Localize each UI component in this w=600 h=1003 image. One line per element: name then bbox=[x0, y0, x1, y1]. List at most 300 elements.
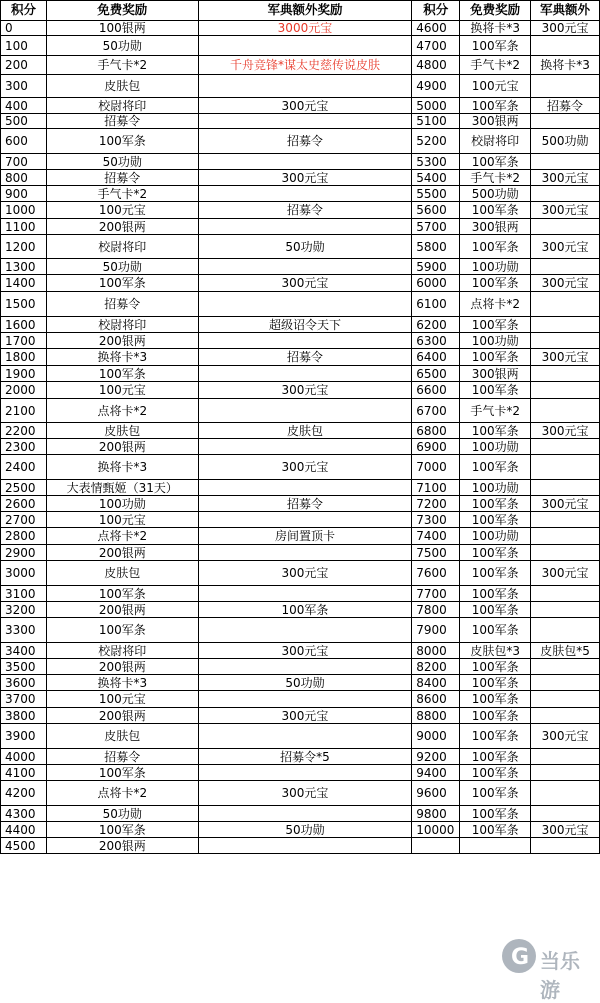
table-row bbox=[1, 602, 600, 618]
cell-extra-reward: 千舟竞锋*谋太史慈传说皮肤 bbox=[198, 56, 412, 75]
cell-points: 1400 bbox=[1, 275, 47, 292]
cell-points: 7100 bbox=[412, 480, 460, 496]
site-watermark bbox=[498, 933, 594, 1002]
cell-extra-reward: 300元宝 bbox=[531, 822, 600, 838]
cell-extra-reward: 500功勋 bbox=[531, 129, 600, 154]
cell-points: 600 bbox=[1, 129, 47, 154]
cell-free-reward: 100军条 bbox=[460, 675, 531, 691]
cell-free-reward: 50功勋 bbox=[46, 154, 198, 170]
cell-free-reward: 100功勋 bbox=[460, 439, 531, 455]
cell-free-reward: 100军条 bbox=[460, 349, 531, 366]
cell-free-reward: 换将卡*3 bbox=[46, 455, 198, 480]
cell-extra-reward bbox=[198, 154, 412, 170]
cell-points: 2800 bbox=[1, 528, 47, 545]
cell-free-reward: 200银两 bbox=[46, 545, 198, 561]
cell-free-reward: 皮肤包 bbox=[46, 75, 198, 98]
table-row bbox=[1, 455, 600, 480]
cell-extra-reward: 300元宝 bbox=[198, 708, 412, 724]
cell-points: 4000 bbox=[1, 749, 47, 765]
cell-extra-reward bbox=[198, 219, 412, 235]
cell-extra-reward bbox=[198, 259, 412, 275]
cell-free-reward: 手气卡*2 bbox=[460, 399, 531, 423]
header-points: 积分 bbox=[1, 1, 47, 21]
cell-extra-reward bbox=[531, 618, 600, 643]
cell-free-reward: 100军条 bbox=[46, 366, 198, 382]
table-row bbox=[1, 586, 600, 602]
cell-points: 6900 bbox=[412, 439, 460, 455]
cell-extra-reward bbox=[531, 219, 600, 235]
cell-extra-reward: 300元宝 bbox=[531, 170, 600, 186]
cell-points: 1000 bbox=[1, 202, 47, 219]
cell-extra-reward: 招募令*5 bbox=[198, 749, 412, 765]
cell-points: 5000 bbox=[412, 98, 460, 114]
header-extra-reward: 军典额外奖励 bbox=[198, 1, 412, 21]
cell-extra-reward bbox=[531, 545, 600, 561]
header-free-reward: 免费奖励 bbox=[46, 1, 198, 21]
table-row bbox=[1, 545, 600, 561]
cell-free-reward: 100军条 bbox=[460, 724, 531, 749]
cell-free-reward: 100军条 bbox=[460, 36, 531, 56]
cell-points: 2500 bbox=[1, 480, 47, 496]
table-row bbox=[1, 765, 600, 781]
cell-extra-reward bbox=[198, 545, 412, 561]
cell-points: 3400 bbox=[1, 643, 47, 659]
cell-free-reward: 100功勋 bbox=[460, 528, 531, 545]
cell-extra-reward bbox=[198, 765, 412, 781]
cell-free-reward: 500功勋 bbox=[460, 186, 531, 202]
cell-points: 3300 bbox=[1, 618, 47, 643]
cell-free-reward: 100军条 bbox=[460, 455, 531, 480]
cell-points: 7500 bbox=[412, 545, 460, 561]
cell-points bbox=[412, 838, 460, 854]
cell-extra-reward bbox=[198, 724, 412, 749]
table-row bbox=[1, 749, 600, 765]
cell-free-reward: 100军条 bbox=[460, 317, 531, 333]
cell-free-reward: 50功勋 bbox=[46, 806, 198, 822]
cell-points: 6200 bbox=[412, 317, 460, 333]
cell-free-reward: 100元宝 bbox=[460, 75, 531, 98]
cell-points: 1100 bbox=[1, 219, 47, 235]
table-row bbox=[1, 98, 600, 114]
cell-extra-reward: 300元宝 bbox=[531, 202, 600, 219]
cell-extra-reward: 300元宝 bbox=[531, 349, 600, 366]
cell-free-reward: 100军条 bbox=[460, 235, 531, 259]
table-row bbox=[1, 349, 600, 366]
table-row bbox=[1, 259, 600, 275]
cell-extra-reward bbox=[198, 439, 412, 455]
cell-free-reward: 300银两 bbox=[460, 114, 531, 129]
table-row bbox=[1, 114, 600, 129]
cell-points: 9800 bbox=[412, 806, 460, 822]
table-row bbox=[1, 399, 600, 423]
cell-free-reward: 点将卡*2 bbox=[46, 781, 198, 806]
cell-free-reward: 招募令 bbox=[46, 749, 198, 765]
cell-extra-reward bbox=[531, 528, 600, 545]
cell-points: 8800 bbox=[412, 708, 460, 724]
cell-extra-reward: 300元宝 bbox=[198, 170, 412, 186]
cell-free-reward: 100元宝 bbox=[46, 382, 198, 399]
cell-extra-reward: 300元宝 bbox=[531, 21, 600, 36]
cell-free-reward: 100军条 bbox=[46, 275, 198, 292]
cell-points: 3200 bbox=[1, 602, 47, 618]
cell-free-reward: 100功勋 bbox=[46, 496, 198, 512]
cell-points: 3700 bbox=[1, 691, 47, 708]
table-row bbox=[1, 781, 600, 806]
cell-points: 200 bbox=[1, 56, 47, 75]
cell-points: 2600 bbox=[1, 496, 47, 512]
table-row bbox=[1, 561, 600, 586]
cell-extra-reward bbox=[531, 154, 600, 170]
cell-free-reward: 100军条 bbox=[460, 749, 531, 765]
cell-extra-reward: 100军条 bbox=[198, 602, 412, 618]
cell-extra-reward bbox=[531, 586, 600, 602]
cell-points: 7200 bbox=[412, 496, 460, 512]
cell-points: 2300 bbox=[1, 439, 47, 455]
cell-free-reward: 100功勋 bbox=[460, 480, 531, 496]
cell-extra-reward bbox=[198, 691, 412, 708]
cell-extra-reward bbox=[531, 659, 600, 675]
cell-free-reward: 100军条 bbox=[460, 423, 531, 439]
cell-extra-reward: 3000元宝 bbox=[198, 21, 412, 36]
cell-free-reward: 手气卡*2 bbox=[46, 56, 198, 75]
cell-extra-reward bbox=[198, 114, 412, 129]
table-row bbox=[1, 382, 600, 399]
cell-free-reward: 100军条 bbox=[460, 98, 531, 114]
table-row bbox=[1, 75, 600, 98]
cell-points: 3800 bbox=[1, 708, 47, 724]
cell-extra-reward: 招募令 bbox=[198, 129, 412, 154]
cell-points: 6600 bbox=[412, 382, 460, 399]
cell-free-reward bbox=[460, 838, 531, 854]
cell-points: 5600 bbox=[412, 202, 460, 219]
cell-points: 5900 bbox=[412, 259, 460, 275]
cell-extra-reward bbox=[198, 806, 412, 822]
cell-extra-reward: 300元宝 bbox=[531, 423, 600, 439]
table-row bbox=[1, 129, 600, 154]
cell-points: 700 bbox=[1, 154, 47, 170]
cell-extra-reward bbox=[198, 36, 412, 56]
cell-free-reward: 100军条 bbox=[460, 586, 531, 602]
cell-extra-reward: 300元宝 bbox=[531, 496, 600, 512]
cell-free-reward: 300银两 bbox=[460, 219, 531, 235]
cell-extra-reward bbox=[531, 749, 600, 765]
cell-extra-reward: 300元宝 bbox=[531, 724, 600, 749]
table-row bbox=[1, 480, 600, 496]
cell-points: 4700 bbox=[412, 36, 460, 56]
cell-points: 7400 bbox=[412, 528, 460, 545]
cell-points: 5500 bbox=[412, 186, 460, 202]
table-row bbox=[1, 675, 600, 691]
cell-free-reward: 100军条 bbox=[460, 202, 531, 219]
cell-points: 1600 bbox=[1, 317, 47, 333]
cell-points: 7600 bbox=[412, 561, 460, 586]
cell-free-reward: 200银两 bbox=[46, 708, 198, 724]
table-row bbox=[1, 423, 600, 439]
cell-free-reward: 换将卡*3 bbox=[46, 349, 198, 366]
cell-free-reward: 招募令 bbox=[46, 170, 198, 186]
cell-points: 7900 bbox=[412, 618, 460, 643]
cell-extra-reward: 50功勋 bbox=[198, 822, 412, 838]
cell-free-reward: 招募令 bbox=[46, 114, 198, 129]
cell-free-reward: 100军条 bbox=[460, 691, 531, 708]
cell-extra-reward: 招募令 bbox=[198, 202, 412, 219]
cell-extra-reward bbox=[531, 691, 600, 708]
cell-extra-reward: 招募令 bbox=[198, 496, 412, 512]
cell-extra-reward: 房间置顶卡 bbox=[198, 528, 412, 545]
cell-free-reward: 皮肤包 bbox=[46, 561, 198, 586]
cell-points: 5100 bbox=[412, 114, 460, 129]
cell-points: 8600 bbox=[412, 691, 460, 708]
header-extra-reward-right: 军典额外 bbox=[531, 1, 600, 21]
cell-extra-reward: 300元宝 bbox=[198, 455, 412, 480]
table-row bbox=[1, 806, 600, 822]
cell-extra-reward bbox=[531, 602, 600, 618]
cell-extra-reward bbox=[198, 659, 412, 675]
cell-free-reward: 校尉将印 bbox=[46, 643, 198, 659]
table-row bbox=[1, 618, 600, 643]
cell-extra-reward bbox=[198, 333, 412, 349]
cell-free-reward: 皮肤包 bbox=[46, 724, 198, 749]
cell-free-reward: 100军条 bbox=[46, 765, 198, 781]
cell-points: 10000 bbox=[412, 822, 460, 838]
table-row bbox=[1, 691, 600, 708]
table-row bbox=[1, 292, 600, 317]
cell-points: 2400 bbox=[1, 455, 47, 480]
cell-extra-reward: 300元宝 bbox=[198, 781, 412, 806]
table-row bbox=[1, 154, 600, 170]
cell-free-reward: 100军条 bbox=[460, 545, 531, 561]
cell-points: 1700 bbox=[1, 333, 47, 349]
cell-free-reward: 100功勋 bbox=[460, 333, 531, 349]
cell-points: 2000 bbox=[1, 382, 47, 399]
cell-extra-reward: 换将卡*3 bbox=[531, 56, 600, 75]
cell-extra-reward: 皮肤包*5 bbox=[531, 643, 600, 659]
cell-points: 6400 bbox=[412, 349, 460, 366]
cell-extra-reward bbox=[531, 675, 600, 691]
cell-free-reward: 点将卡*2 bbox=[46, 528, 198, 545]
cell-extra-reward bbox=[531, 439, 600, 455]
table-row bbox=[1, 275, 600, 292]
cell-free-reward: 100军条 bbox=[460, 154, 531, 170]
table-row bbox=[1, 724, 600, 749]
cell-free-reward: 手气卡*2 bbox=[46, 186, 198, 202]
cell-extra-reward bbox=[198, 75, 412, 98]
cell-points: 5200 bbox=[412, 129, 460, 154]
cell-extra-reward: 300元宝 bbox=[531, 235, 600, 259]
cell-points: 7300 bbox=[412, 512, 460, 528]
cell-points: 4200 bbox=[1, 781, 47, 806]
watermark-glyph: G bbox=[511, 945, 530, 970]
cell-free-reward: 大表情甄姬（31天） bbox=[46, 480, 198, 496]
cell-points: 7700 bbox=[412, 586, 460, 602]
cell-free-reward: 50功勋 bbox=[46, 259, 198, 275]
cell-free-reward: 招募令 bbox=[46, 292, 198, 317]
cell-points: 4400 bbox=[1, 822, 47, 838]
cell-points: 100 bbox=[1, 36, 47, 56]
cell-free-reward: 点将卡*2 bbox=[460, 292, 531, 317]
table-row bbox=[1, 36, 600, 56]
cell-free-reward: 换将卡*3 bbox=[46, 675, 198, 691]
cell-points: 4100 bbox=[1, 765, 47, 781]
cell-extra-reward bbox=[198, 186, 412, 202]
cell-free-reward: 点将卡*2 bbox=[46, 399, 198, 423]
cell-free-reward: 皮肤包*3 bbox=[460, 643, 531, 659]
cell-points: 3500 bbox=[1, 659, 47, 675]
cell-extra-reward: 招募令 bbox=[198, 349, 412, 366]
cell-extra-reward bbox=[531, 708, 600, 724]
cell-free-reward: 100军条 bbox=[460, 659, 531, 675]
cell-points: 5400 bbox=[412, 170, 460, 186]
cell-extra-reward: 皮肤包 bbox=[198, 423, 412, 439]
cell-free-reward: 100军条 bbox=[460, 275, 531, 292]
cell-free-reward: 校尉将印 bbox=[46, 235, 198, 259]
cell-points: 5700 bbox=[412, 219, 460, 235]
cell-points: 9400 bbox=[412, 765, 460, 781]
cell-free-reward: 100军条 bbox=[460, 512, 531, 528]
header-points-right: 积分 bbox=[412, 1, 460, 21]
cell-extra-reward bbox=[531, 781, 600, 806]
cell-free-reward: 校尉将印 bbox=[460, 129, 531, 154]
cell-points: 8200 bbox=[412, 659, 460, 675]
cell-free-reward: 手气卡*2 bbox=[460, 56, 531, 75]
cell-points: 6000 bbox=[412, 275, 460, 292]
cell-points: 6800 bbox=[412, 423, 460, 439]
cell-extra-reward: 300元宝 bbox=[198, 382, 412, 399]
cell-extra-reward bbox=[531, 333, 600, 349]
cell-extra-reward bbox=[531, 186, 600, 202]
cell-extra-reward bbox=[531, 399, 600, 423]
cell-extra-reward: 300元宝 bbox=[531, 561, 600, 586]
cell-points: 6100 bbox=[412, 292, 460, 317]
cell-free-reward: 100军条 bbox=[460, 806, 531, 822]
cell-free-reward: 200银两 bbox=[46, 333, 198, 349]
cell-extra-reward: 招募令 bbox=[531, 98, 600, 114]
cell-points: 8400 bbox=[412, 675, 460, 691]
cell-points: 3900 bbox=[1, 724, 47, 749]
cell-extra-reward bbox=[531, 455, 600, 480]
cell-points: 4600 bbox=[412, 21, 460, 36]
cell-extra-reward bbox=[531, 259, 600, 275]
cell-points: 3100 bbox=[1, 586, 47, 602]
cell-free-reward: 200银两 bbox=[46, 602, 198, 618]
table-row bbox=[1, 333, 600, 349]
cell-points: 7800 bbox=[412, 602, 460, 618]
cell-extra-reward bbox=[198, 292, 412, 317]
table-row bbox=[1, 496, 600, 512]
cell-points: 4800 bbox=[412, 56, 460, 75]
cell-free-reward: 100军条 bbox=[460, 765, 531, 781]
cell-free-reward: 100军条 bbox=[460, 382, 531, 399]
table-row bbox=[1, 186, 600, 202]
cell-points: 500 bbox=[1, 114, 47, 129]
cell-points: 900 bbox=[1, 186, 47, 202]
cell-free-reward: 100军条 bbox=[460, 561, 531, 586]
cell-free-reward: 100元宝 bbox=[46, 691, 198, 708]
cell-points: 2200 bbox=[1, 423, 47, 439]
cell-points: 9200 bbox=[412, 749, 460, 765]
cell-points: 5300 bbox=[412, 154, 460, 170]
cell-points: 400 bbox=[1, 98, 47, 114]
cell-free-reward: 100银两 bbox=[46, 21, 198, 36]
cell-points: 1300 bbox=[1, 259, 47, 275]
cell-free-reward: 校尉将印 bbox=[46, 98, 198, 114]
table-row bbox=[1, 21, 600, 36]
cell-points: 800 bbox=[1, 170, 47, 186]
cell-extra-reward bbox=[531, 114, 600, 129]
cell-points: 6700 bbox=[412, 399, 460, 423]
cell-free-reward: 100军条 bbox=[46, 586, 198, 602]
cell-points: 3600 bbox=[1, 675, 47, 691]
cell-points: 4300 bbox=[1, 806, 47, 822]
cell-extra-reward bbox=[198, 838, 412, 854]
cell-extra-reward bbox=[531, 512, 600, 528]
table-row bbox=[1, 512, 600, 528]
cell-points: 2100 bbox=[1, 399, 47, 423]
cell-extra-reward: 超级诏令天下 bbox=[198, 317, 412, 333]
cell-extra-reward: 300元宝 bbox=[198, 98, 412, 114]
cell-free-reward: 100军条 bbox=[460, 822, 531, 838]
cell-points: 9000 bbox=[412, 724, 460, 749]
cell-points: 6300 bbox=[412, 333, 460, 349]
cell-points: 4500 bbox=[1, 838, 47, 854]
cell-points: 300 bbox=[1, 75, 47, 98]
cell-free-reward: 换将卡*3 bbox=[460, 21, 531, 36]
cell-points: 2700 bbox=[1, 512, 47, 528]
table-row bbox=[1, 170, 600, 186]
cell-extra-reward bbox=[198, 586, 412, 602]
cell-extra-reward bbox=[531, 806, 600, 822]
table-row bbox=[1, 202, 600, 219]
table-row bbox=[1, 366, 600, 382]
table-row bbox=[1, 708, 600, 724]
cell-extra-reward: 300元宝 bbox=[198, 561, 412, 586]
cell-free-reward: 100军条 bbox=[46, 129, 198, 154]
cell-points: 1900 bbox=[1, 366, 47, 382]
table-row bbox=[1, 56, 600, 75]
cell-extra-reward bbox=[531, 838, 600, 854]
cell-points: 2900 bbox=[1, 545, 47, 561]
table-row bbox=[1, 838, 600, 854]
cell-free-reward: 200银两 bbox=[46, 439, 198, 455]
cell-free-reward: 100元宝 bbox=[46, 512, 198, 528]
cell-free-reward: 100军条 bbox=[460, 602, 531, 618]
cell-points: 1500 bbox=[1, 292, 47, 317]
table-row bbox=[1, 659, 600, 675]
cell-points: 5800 bbox=[412, 235, 460, 259]
cell-extra-reward bbox=[531, 75, 600, 98]
cell-free-reward: 200银两 bbox=[46, 659, 198, 675]
cell-points: 6500 bbox=[412, 366, 460, 382]
cell-points: 9600 bbox=[412, 781, 460, 806]
table-row bbox=[1, 822, 600, 838]
table-row bbox=[1, 235, 600, 259]
cell-extra-reward bbox=[198, 366, 412, 382]
cell-free-reward: 校尉将印 bbox=[46, 317, 198, 333]
cell-free-reward: 200银两 bbox=[46, 219, 198, 235]
table-row bbox=[1, 219, 600, 235]
cell-points: 1800 bbox=[1, 349, 47, 366]
cell-free-reward: 300银两 bbox=[460, 366, 531, 382]
cell-points: 7000 bbox=[412, 455, 460, 480]
cell-extra-reward: 50功勋 bbox=[198, 235, 412, 259]
cell-points: 8000 bbox=[412, 643, 460, 659]
cell-extra-reward bbox=[198, 399, 412, 423]
cell-extra-reward bbox=[531, 36, 600, 56]
cell-free-reward: 手气卡*2 bbox=[460, 170, 531, 186]
cell-extra-reward bbox=[531, 292, 600, 317]
cell-extra-reward bbox=[531, 366, 600, 382]
cell-extra-reward: 300元宝 bbox=[198, 643, 412, 659]
